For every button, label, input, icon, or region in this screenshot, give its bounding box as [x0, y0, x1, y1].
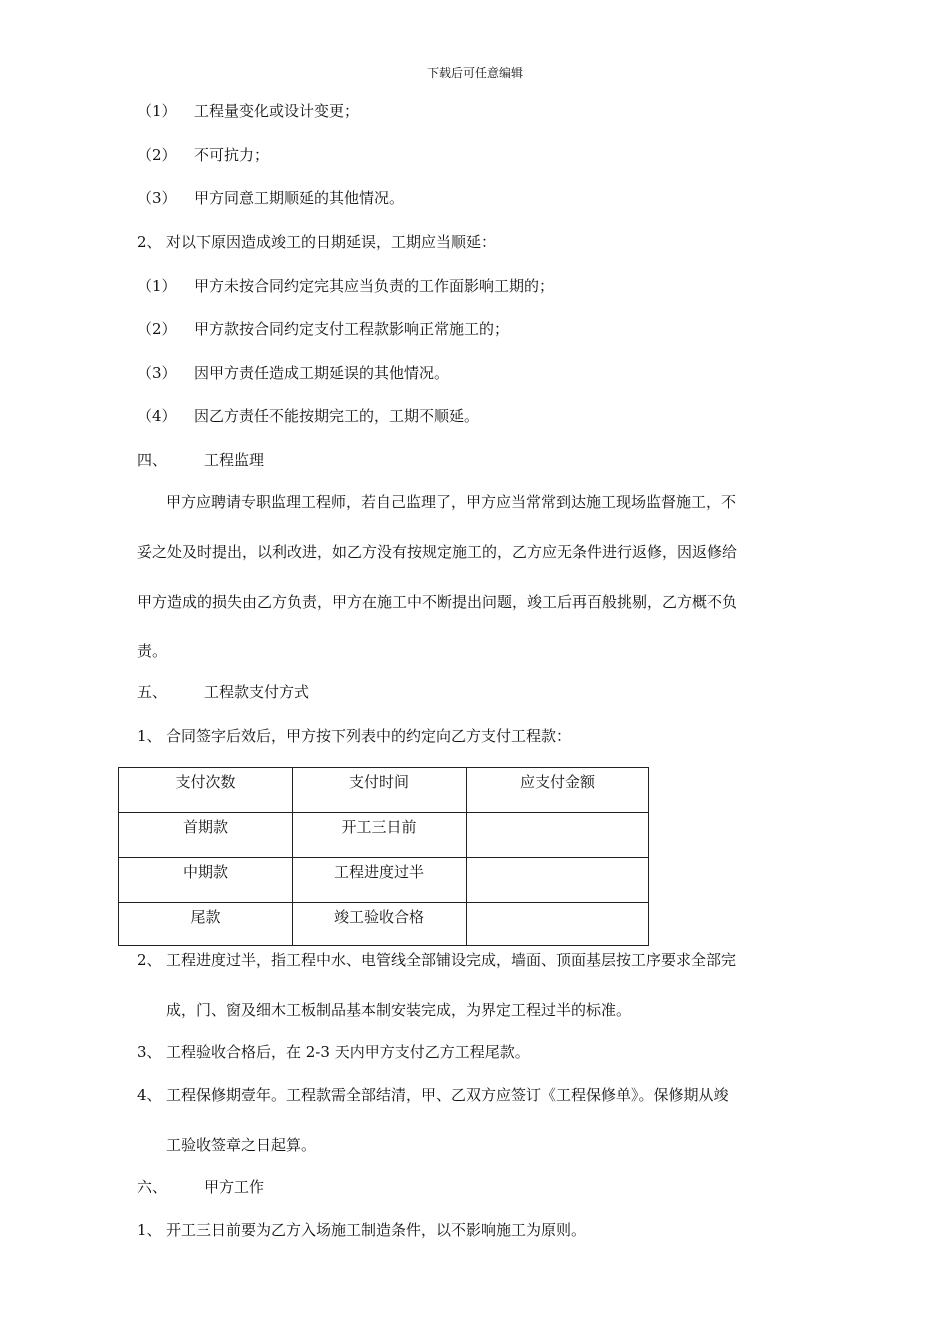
item-number: （2） — [137, 320, 177, 338]
section-title: 工程款支付方式 — [204, 683, 310, 701]
item-text: 甲方款按合同约定支付工程款影响正常施工的； — [194, 320, 510, 338]
table-divider — [119, 902, 648, 903]
item-text-continued: 工验收签章之日起算。 — [166, 1136, 317, 1154]
item-number: 2、 — [137, 233, 162, 251]
item-text: 工程保修期壹年。工程款需全部结清，甲、乙双方应签订《工程保修单》。保修期从竣 — [166, 1086, 729, 1104]
table-cell: 尾款 — [190, 908, 221, 926]
table-header-count: 支付次数 — [175, 773, 236, 791]
section-title: 甲方工作 — [204, 1178, 265, 1196]
item-number: 2、 — [137, 951, 162, 969]
table-divider — [119, 857, 648, 858]
table-header-amount: 应支付金额 — [519, 773, 595, 791]
paragraph-line: 妥之处及时提出，以利改进，如乙方没有按规定施工的，乙方应无条件进行返修，因返修给 — [137, 543, 738, 561]
section-number: 四、 — [137, 451, 168, 469]
item-text: 甲方未按合同约定完其应当负责的工作面影响工期的； — [194, 277, 555, 295]
item-text: 工程验收合格后，在 2-3 天内甲方支付乙方工程尾款。 — [166, 1043, 530, 1061]
payment-table — [118, 767, 649, 946]
paragraph-line: 责。 — [137, 642, 168, 660]
table-divider — [119, 812, 648, 813]
table-cell: 首期款 — [182, 818, 228, 836]
item-text: 因甲方责任造成工期延误的其他情况。 — [194, 364, 450, 382]
item-text-continued: 成，门、窗及细木工板制品基本制安装完成，为界定工程过半的标准。 — [166, 1001, 632, 1019]
table-cell: 开工三日前 — [341, 818, 417, 836]
item-text: 合同签字后效后，甲方按下列表中的约定向乙方支付工程款： — [166, 727, 572, 745]
item-text: 对以下原因造成竣工的日期延误，工期应当顺延： — [166, 233, 497, 251]
section-number: 五、 — [137, 683, 168, 701]
paragraph-line: 甲方造成的损失由乙方负责，甲方在施工中不断提出问题，竣工后再百般挑剔，乙方概不负 — [137, 593, 738, 611]
item-text: 甲方同意工期顺延的其他情况。 — [194, 189, 405, 207]
item-number: （3） — [137, 364, 177, 382]
item-text: 开工三日前要为乙方入场施工制造条件，以不影响施工为原则。 — [166, 1221, 587, 1239]
table-cell: 工程进度过半 — [333, 863, 424, 881]
item-text: 工程进度过半，指工程中水、电管线全部铺设完成，墙面、顶面基层按工序要求全部完 — [166, 951, 737, 969]
item-number: （3） — [137, 189, 177, 207]
item-number: 1、 — [137, 1221, 162, 1239]
item-text: 因乙方责任不能按期完工的，工期不顺延。 — [194, 407, 480, 425]
section-number: 六、 — [137, 1178, 168, 1196]
table-cell: 竣工验收合格 — [333, 908, 424, 926]
item-number: 4、 — [137, 1086, 162, 1104]
item-text: 工程量变化或设计变更； — [194, 102, 360, 120]
table-cell: 中期款 — [182, 863, 228, 881]
section-title: 工程监理 — [204, 451, 265, 469]
item-number: （2） — [137, 146, 177, 164]
item-number: （4） — [137, 407, 177, 425]
item-number: 3、 — [137, 1043, 162, 1061]
paragraph-line: 甲方应聘请专职监理工程师，若自己监理了，甲方应当常常到达施工现场监督施工，不 — [166, 493, 737, 511]
item-number: 1、 — [137, 727, 162, 745]
item-number: （1） — [137, 102, 177, 120]
item-number: （1） — [137, 277, 177, 295]
item-text: 不可抗力； — [194, 146, 270, 164]
table-header-time: 支付时间 — [348, 773, 409, 791]
page-header: 下载后可任意编辑 — [426, 66, 523, 80]
